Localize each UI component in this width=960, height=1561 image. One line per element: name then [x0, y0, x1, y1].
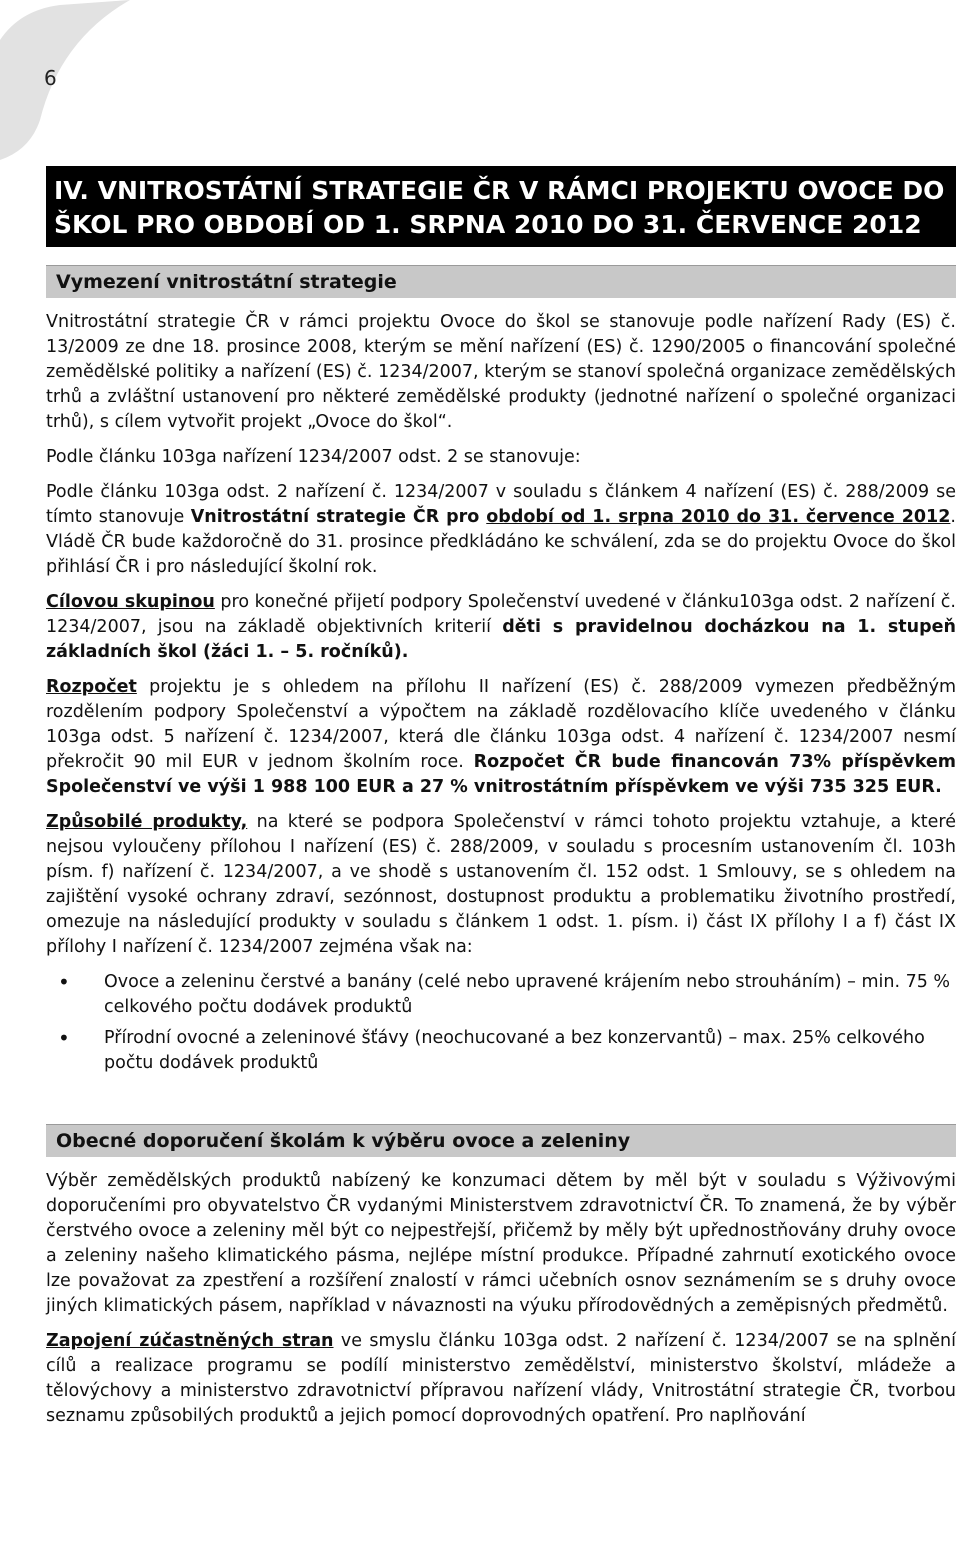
list-item: • Přírodní ovocné a zeleninové šťávy (neochucované a bez konzervantů) – max. 25% celkového počtu dodávek produktů	[104, 1026, 956, 1076]
section-header-strategy: Vymezení vnitrostátní strategie	[46, 265, 956, 298]
paragraph-stakeholders	[46, 1329, 956, 1429]
text-run: na které se podpora Společenství v rámci tohoto projektu vztahuje, a které nejsou vyloučeny přílohou I nařízení (ES) č. 288/2009, v souladu s procesním ustanovením čl. 103h písm. f) nařízení č. 1234/2007, a ve shodě s ustanovením čl. 152 odst. 1 Smlouvy, se s ohledem na zajištění vysoké ochrany zdraví, sezónnost, dostupnost produktu a problematiku životního prostředí, omezuje na následující produkty v souladu s článkem 1 odst. 1. písm. i) část IX přílohy I a f) část IX přílohy I nařízení č. 1234/2007 zejména však na:	[46, 812, 956, 957]
paragraph-intro: Vnitrostátní strategie ČR v rámci projektu Ovoce do škol se stanovuje podle nařízení Rady (ES) č. 13/2009 ze dne 18. prosince 2008, kterým se mění nařízení (ES) č. 1290/2005 o financování společné zemědělské politiky a nařízení (ES) č. 1234/2007, kterým se stanoví společná organizace zemědělských trhů a zvláštní ustanovení pro některé zemědělské produkty (jednotné nařízení o společné organizaci trhů), s cílem vytvořit projekt „Ovoce do škol“.	[46, 312, 956, 432]
text-run: ve smyslu článku 103ga odst. 2 nařízení č. 1234/2007 se na splnění cílů a realizace programu se podílí ministerstvo zemědělství, ministerstvo školství, mládeže a tělovýchovy a ministerstvo zdravotnictví přípravou nařízení vlády, Vnitrostátní strategie ČR, tvorbou seznamu způsobilých produktů a jejich pomocí doprovodných opatření. Pro naplňování	[46, 1331, 957, 1426]
page-corner-leaf	[0, 0, 170, 160]
text-run: Podle článku 103ga odst. 2 nařízení č. 1234/2007 v souladu s článkem 4 nařízení (ES) č. 288/2009 se tímto stanovuje	[46, 482, 956, 527]
text-run: pro konečné přijetí podpory Společenství uvedené v článku103ga odst. 2 nařízení č. 1234/2007, jsou na základě objektivních kriterií	[46, 592, 956, 637]
paragraph-target-group	[46, 590, 956, 665]
paragraph-recommendations: Výběr zemědělských produktů nabízený ke konzumaci dětem by měl být v souladu s Výživovými doporučeními pro obyvatelstvo ČR vydanými Ministerstvem zdravotnictví ČR. To znamená, že by výběr čerstvého ovoce a zeleniny měl být co nejpestřejší, přičemž by měly být upřednostňovány druhy ovoce a zeleniny našeho klimatického pásma, nejlépe místní produkce. Případné zahrnutí exotického ovoce lze považovat za zpestření a rozšíření znalostí v rámci učebních osnov seznámením se s druhy ovoce jiných klimatických pásem, například v návaznosti na výuku přírodovědných a zeměpisných předmětů.	[46, 1171, 956, 1316]
target-group-label: Cílovou skupinou	[46, 592, 215, 612]
paragraph-article-reference: Podle článku 103ga nařízení 1234/2007 odst. 2 se stanovuje:	[46, 447, 581, 467]
text-run: . Vládě ČR bude každoročně do 31. prosince předkládáno ke schválení, zda se do projektu Ovoce do škol přihlásí ČR i pro následující školní rok.	[46, 507, 956, 577]
section-header-recommendations: Obecné doporučení školám k výběru ovoce a zeleniny	[46, 1124, 956, 1157]
budget-label: Rozpočet	[46, 677, 137, 697]
stakeholders-label: Zapojení zúčastněných stran	[46, 1331, 334, 1351]
text-run: projektu je s ohledem na přílohu II nařízení (ES) č. 288/2009 vymezen předběžným rozdělením podpory Společenství a výpočtem na základě rozdělovacího klíče uvedeného v článku 103ga odst. 5 nařízení č. 1234/2007, která dle článku 103ga odst. 4 nařízení č. 1234/2007 nesmí překročit 90 mil EUR v jednom školním roce.	[46, 677, 956, 772]
budget-financing: Rozpočet ČR bude financován 73% příspěvkem Společenství ve výši 1 988 100 EUR a 27 % vnitrostátním příspěvkem ve výši 735 325 EUR.	[46, 752, 956, 797]
paragraph-budget	[46, 675, 956, 800]
list-item: • Ovoce a zeleninu čerstvé a banány (celé nebo upravené krájením nebo strouháním) – min. 75 % celkového počtu dodávek produktů	[104, 970, 956, 1020]
product-list	[46, 970, 956, 1076]
document-body	[46, 166, 956, 1439]
chapter-title: IV. VNITROSTÁTNÍ STRATEGIE ČR V RÁMCI PROJEKTU OVOCE DO ŠKOL PRO OBDOBÍ OD 1. SRPNA 2010 DO 31. ČERVENCE 2012	[46, 166, 956, 247]
paragraph-eligible-products	[46, 810, 956, 960]
strategy-period: období od 1. srpna 2010 do 31. července 2012	[486, 507, 951, 527]
target-group-definition: děti s pravidelnou docházkou na 1. stupeň základních škol (žáci 1. – 5. ročníků).	[46, 617, 956, 662]
paragraph-strategy-period	[46, 480, 956, 580]
strategy-name: Vnitrostátní strategie ČR pro	[190, 507, 487, 527]
page-number: 6	[44, 66, 57, 90]
eligible-products-label: Způsobilé produkty,	[46, 812, 248, 832]
